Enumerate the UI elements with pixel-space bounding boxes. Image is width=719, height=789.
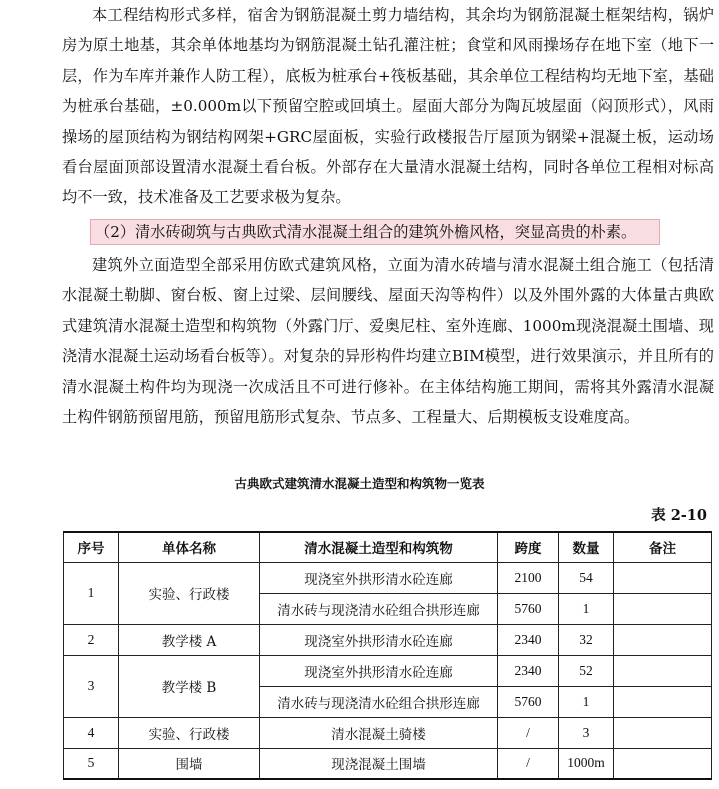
cell-note	[614, 593, 712, 624]
paragraph-facade-style: 建筑外立面造型全部采用仿欧式建筑风格，立面为清水砖墙与清水混凝土组合施工（包括清水混凝土勒脚、窗台板、窗上过梁、层间腰线、屋面天沟等构件）以及外围外露的大体量古典欧式建筑清水混凝土造型和构筑物（外露门厅、爱奥尼柱、室外连廊、1000m现浇混凝土围墙、现浇清水混凝土运动场看台板等）。对复杂的异形构件均建立BIM模型，进行效果演示，并且所有的清水混凝土构件均为现浇一次成活且不可进行修补。在主体结构施工期间，需将其外露清水混凝土构件钢筋预留甩筋，预留甩筋形式复杂、节点多、工程量大、后期模板支设难度高。	[62, 256, 714, 427]
cell-note	[614, 686, 712, 717]
cell-qty: 52	[559, 655, 614, 686]
cell-structure: 清水混凝土骑楼	[260, 717, 498, 748]
header-unit: 单体名称	[119, 532, 260, 562]
section-heading-highlighted: （2）清水砖砌筑与古典欧式清水混凝土组合的建筑外檐风格，突显高贵的朴素。	[90, 219, 660, 245]
table-row	[64, 717, 712, 748]
cell-qty: 1	[559, 686, 614, 717]
cell-qty: 1	[559, 593, 614, 624]
cell-span: 5760	[498, 686, 559, 717]
cell-unit: 实验、行政楼	[119, 562, 260, 624]
header-no: 序号	[64, 532, 119, 562]
cell-note	[614, 562, 712, 593]
cell-qty: 3	[559, 717, 614, 748]
table-number-label: 表 2-10	[651, 507, 707, 524]
cell-structure: 现浇室外拱形清水砼连廊	[260, 624, 498, 655]
table-title: 古典欧式建筑清水混凝土造型和构筑物一览表	[234, 476, 485, 491]
cell-no: 5	[64, 748, 119, 779]
header-span: 跨度	[498, 532, 559, 562]
cell-span: 2340	[498, 624, 559, 655]
cell-unit: 教学楼 A	[119, 624, 260, 655]
header-note: 备注	[614, 532, 712, 562]
paragraph-structure-overview: 本工程结构形式多样，宿舍为钢筋混凝土剪力墙结构，其余均为钢筋混凝土框架结构，锅炉房为原土地基，其余单体地基均为钢筋混凝土钻孔灌注桩；食堂和风雨操场存在地下室（地下一层，作为车库并兼作人防工程），底板为桩承台+筏板基础，其余单位工程结构均无地下室，基础为桩承台基础，±0.000m以下预留空腔或回填土。屋面大部分为陶瓦坡屋面（闷顶形式），风雨操场的屋顶结构为钢结构网架+GRC屋面板，实验行政楼报告厅屋顶为钢梁+混凝土板，运动场看台屋面顶部设置清水混凝土看台板。外部存在大量清水混凝土结构，同时各单位工程相对标高均不一致，技术准备及工艺要求极为复杂。	[62, 6, 714, 207]
table-row	[64, 655, 712, 686]
cell-qty: 54	[559, 562, 614, 593]
cell-no: 4	[64, 717, 119, 748]
table-row	[64, 748, 712, 779]
structures-table	[63, 531, 712, 780]
cell-no: 3	[64, 655, 119, 717]
cell-unit: 教学楼 B	[119, 655, 260, 717]
cell-unit: 围墙	[119, 748, 260, 779]
cell-structure: 现浇混凝土围墙	[260, 748, 498, 779]
cell-no: 1	[64, 562, 119, 624]
header-structure: 清水混凝土造型和构筑物	[260, 532, 498, 562]
cell-structure: 现浇室外拱形清水砼连廊	[260, 562, 498, 593]
cell-unit: 实验、行政楼	[119, 717, 260, 748]
cell-structure: 清水砖与现浇清水砼组合拱形连廊	[260, 686, 498, 717]
cell-qty: 1000m	[559, 748, 614, 779]
cell-span: 2100	[498, 562, 559, 593]
cell-qty: 32	[559, 624, 614, 655]
cell-note	[614, 624, 712, 655]
table-header-row	[64, 532, 712, 562]
cell-no: 2	[64, 624, 119, 655]
table-row	[64, 562, 712, 593]
cell-structure: 清水砖与现浇清水砼组合拱形连廊	[260, 593, 498, 624]
cell-structure: 现浇室外拱形清水砼连廊	[260, 655, 498, 686]
cell-note	[614, 717, 712, 748]
cell-note	[614, 748, 712, 779]
table-row	[64, 624, 712, 655]
cell-span: 5760	[498, 593, 559, 624]
cell-span: /	[498, 748, 559, 779]
cell-span: /	[498, 717, 559, 748]
cell-note	[614, 655, 712, 686]
header-qty: 数量	[559, 532, 614, 562]
cell-span: 2340	[498, 655, 559, 686]
